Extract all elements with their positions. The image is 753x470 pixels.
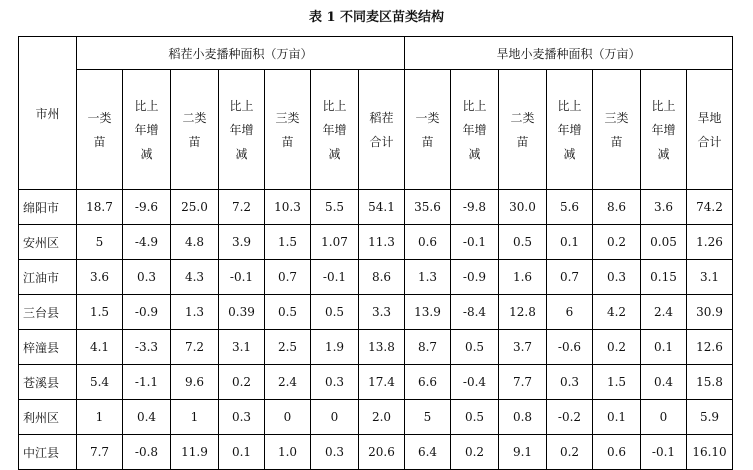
table-cell: 0.3 [123, 260, 171, 295]
table-cell: 10.3 [265, 190, 311, 225]
table-cell: 7.2 [219, 190, 265, 225]
column-header-label: 一类苗 [87, 110, 112, 149]
column-header-label: 一类苗 [415, 110, 440, 149]
table-cell: -0.1 [641, 435, 687, 470]
table-cell: 35.6 [405, 190, 451, 225]
table-cell: 11.3 [359, 225, 405, 260]
table-cell: 6.6 [405, 365, 451, 400]
table-cell: 4.8 [171, 225, 219, 260]
table-cell: 12.6 [687, 330, 733, 365]
table-cell: 0.8 [499, 400, 547, 435]
table-cell: 6.4 [405, 435, 451, 470]
table-cell: 0.5 [311, 295, 359, 330]
seedling-structure-table [18, 36, 733, 470]
table-cell: 0 [641, 400, 687, 435]
table-cell: 13.9 [405, 295, 451, 330]
table-cell: -0.8 [123, 435, 171, 470]
table-cell: -0.9 [451, 260, 499, 295]
row-region-name: 苍溪县 [19, 365, 77, 400]
column-header-label: 比上年增减 [134, 98, 159, 161]
table-cell: 0.5 [265, 295, 311, 330]
table-cell: 0.3 [219, 400, 265, 435]
column-header-label: 比上年增减 [557, 98, 582, 161]
table-cell: 0.6 [593, 435, 641, 470]
column-header-label: 比上年增减 [229, 98, 254, 161]
column-header [77, 70, 123, 190]
table-cell: 1.5 [593, 365, 641, 400]
table-cell: -1.1 [123, 365, 171, 400]
table-row [19, 260, 733, 295]
table-cell: 2.4 [265, 365, 311, 400]
table-cell: 0.2 [593, 225, 641, 260]
table-cell: 9.6 [171, 365, 219, 400]
table-row [19, 435, 733, 470]
table-cell: 0.05 [641, 225, 687, 260]
column-header [687, 70, 733, 190]
table-cell: 5.9 [687, 400, 733, 435]
table-cell: 17.4 [359, 365, 405, 400]
table-cell: -3.3 [123, 330, 171, 365]
table-cell: 5 [77, 225, 123, 260]
column-header [405, 70, 451, 190]
table-cell: 0.7 [265, 260, 311, 295]
table-cell: 30.0 [499, 190, 547, 225]
table-cell: 11.9 [171, 435, 219, 470]
column-header [123, 70, 171, 190]
table-cell: 7.7 [499, 365, 547, 400]
table-cell: 0.2 [593, 330, 641, 365]
table-cell: 0.7 [547, 260, 593, 295]
table-cell: 5.4 [77, 365, 123, 400]
table-cell: 3.6 [641, 190, 687, 225]
table-cell: -9.8 [451, 190, 499, 225]
table-cell: 13.8 [359, 330, 405, 365]
table-cell: -0.1 [451, 225, 499, 260]
row-region-name: 中江县 [19, 435, 77, 470]
table-cell: -0.6 [547, 330, 593, 365]
table-cell: 0.2 [219, 365, 265, 400]
table-cell: 4.3 [171, 260, 219, 295]
table-row [19, 295, 733, 330]
table-cell: 3.6 [77, 260, 123, 295]
table-cell: 0 [265, 400, 311, 435]
table-caption: 表 1 不同麦区苗类结构 [308, 10, 445, 25]
table-cell: 1.3 [171, 295, 219, 330]
column-header-label: 三类苗 [275, 110, 300, 149]
table-cell: 15.8 [687, 365, 733, 400]
column-header-label: 比上年增减 [462, 98, 487, 161]
table-cell: 3.1 [219, 330, 265, 365]
table-row [19, 400, 733, 435]
table-cell: 30.9 [687, 295, 733, 330]
table-cell: -0.1 [311, 260, 359, 295]
table-cell: 25.0 [171, 190, 219, 225]
column-header [171, 70, 219, 190]
table-cell: 4.2 [593, 295, 641, 330]
table-cell: 0.4 [123, 400, 171, 435]
column-header-label: 二类苗 [510, 110, 535, 149]
table-cell: 5 [405, 400, 451, 435]
table-cell: -0.9 [123, 295, 171, 330]
column-header [641, 70, 687, 190]
table-cell: 0.5 [499, 225, 547, 260]
table-cell: 5.6 [547, 190, 593, 225]
table-cell: 0 [311, 400, 359, 435]
table-cell: 0.39 [219, 295, 265, 330]
table-cell: 3.1 [687, 260, 733, 295]
column-header-label: 旱地合计 [697, 110, 722, 149]
header-region: 市州 [19, 37, 77, 190]
table-cell: 12.8 [499, 295, 547, 330]
table-cell: 3.7 [499, 330, 547, 365]
table-cell: 0.1 [593, 400, 641, 435]
table-cell: 0.3 [311, 365, 359, 400]
table-cell: 8.6 [359, 260, 405, 295]
table-cell: 20.6 [359, 435, 405, 470]
table-cell: 0.1 [547, 225, 593, 260]
column-header [359, 70, 405, 190]
table-cell: 1 [171, 400, 219, 435]
table-cell: 1.6 [499, 260, 547, 295]
table-cell: -0.1 [219, 260, 265, 295]
table-cell: 5.5 [311, 190, 359, 225]
table-cell: 54.1 [359, 190, 405, 225]
table-cell: 2.5 [265, 330, 311, 365]
table-cell: 0.5 [451, 400, 499, 435]
column-header-label: 二类苗 [182, 110, 207, 149]
table-cell: 3.3 [359, 295, 405, 330]
row-region-name: 利州区 [19, 400, 77, 435]
table-cell: 16.10 [687, 435, 733, 470]
table-cell: 0.6 [405, 225, 451, 260]
table-cell: 0.15 [641, 260, 687, 295]
table-cell: 0.2 [451, 435, 499, 470]
table-cell: 18.7 [77, 190, 123, 225]
column-header [593, 70, 641, 190]
table-cell: 8.7 [405, 330, 451, 365]
table-cell: 1.3 [405, 260, 451, 295]
column-header-label: 比上年增减 [651, 98, 676, 161]
table-cell: 0.5 [451, 330, 499, 365]
column-header-label: 比上年增减 [322, 98, 347, 161]
header-group-paddy: 稻茬小麦播种面积（万亩） [77, 37, 405, 70]
table-cell: 3.9 [219, 225, 265, 260]
table-cell: 1 [77, 400, 123, 435]
column-header [311, 70, 359, 190]
table-row [19, 225, 733, 260]
table-cell: 8.6 [593, 190, 641, 225]
table-cell: 1.9 [311, 330, 359, 365]
header-group-dry: 旱地小麦播种面积（万亩） [405, 37, 733, 70]
table-cell: 1.5 [77, 295, 123, 330]
column-header [451, 70, 499, 190]
table-cell: -8.4 [451, 295, 499, 330]
row-region-name: 江油市 [19, 260, 77, 295]
row-region-name: 梓潼县 [19, 330, 77, 365]
table-cell: 0.3 [311, 435, 359, 470]
table-cell: 2.4 [641, 295, 687, 330]
table-cell: 1.26 [687, 225, 733, 260]
column-header [499, 70, 547, 190]
table-cell: -0.4 [451, 365, 499, 400]
table-cell: 0.4 [641, 365, 687, 400]
column-header-label: 三类苗 [604, 110, 629, 149]
row-region-name: 安州区 [19, 225, 77, 260]
column-header [219, 70, 265, 190]
table-cell: 0.3 [593, 260, 641, 295]
column-header-label: 稻茬合计 [369, 110, 394, 149]
table-cell: -0.2 [547, 400, 593, 435]
table-cell: 74.2 [687, 190, 733, 225]
table-cell: -9.6 [123, 190, 171, 225]
table-cell: 0.2 [547, 435, 593, 470]
table-cell: -4.9 [123, 225, 171, 260]
table-cell: 7.7 [77, 435, 123, 470]
column-header [265, 70, 311, 190]
table-row [19, 190, 733, 225]
table-cell: 1.0 [265, 435, 311, 470]
table-row [19, 330, 733, 365]
table-cell: 0.1 [219, 435, 265, 470]
table-cell: 1.07 [311, 225, 359, 260]
table-cell: 4.1 [77, 330, 123, 365]
row-region-name: 绵阳市 [19, 190, 77, 225]
table-cell: 0.1 [641, 330, 687, 365]
table-cell: 6 [547, 295, 593, 330]
column-header [547, 70, 593, 190]
table-cell: 2.0 [359, 400, 405, 435]
row-region-name: 三台县 [19, 295, 77, 330]
table-row [19, 365, 733, 400]
table-cell: 9.1 [499, 435, 547, 470]
table-cell: 1.5 [265, 225, 311, 260]
table-cell: 7.2 [171, 330, 219, 365]
table-cell: 0.3 [547, 365, 593, 400]
